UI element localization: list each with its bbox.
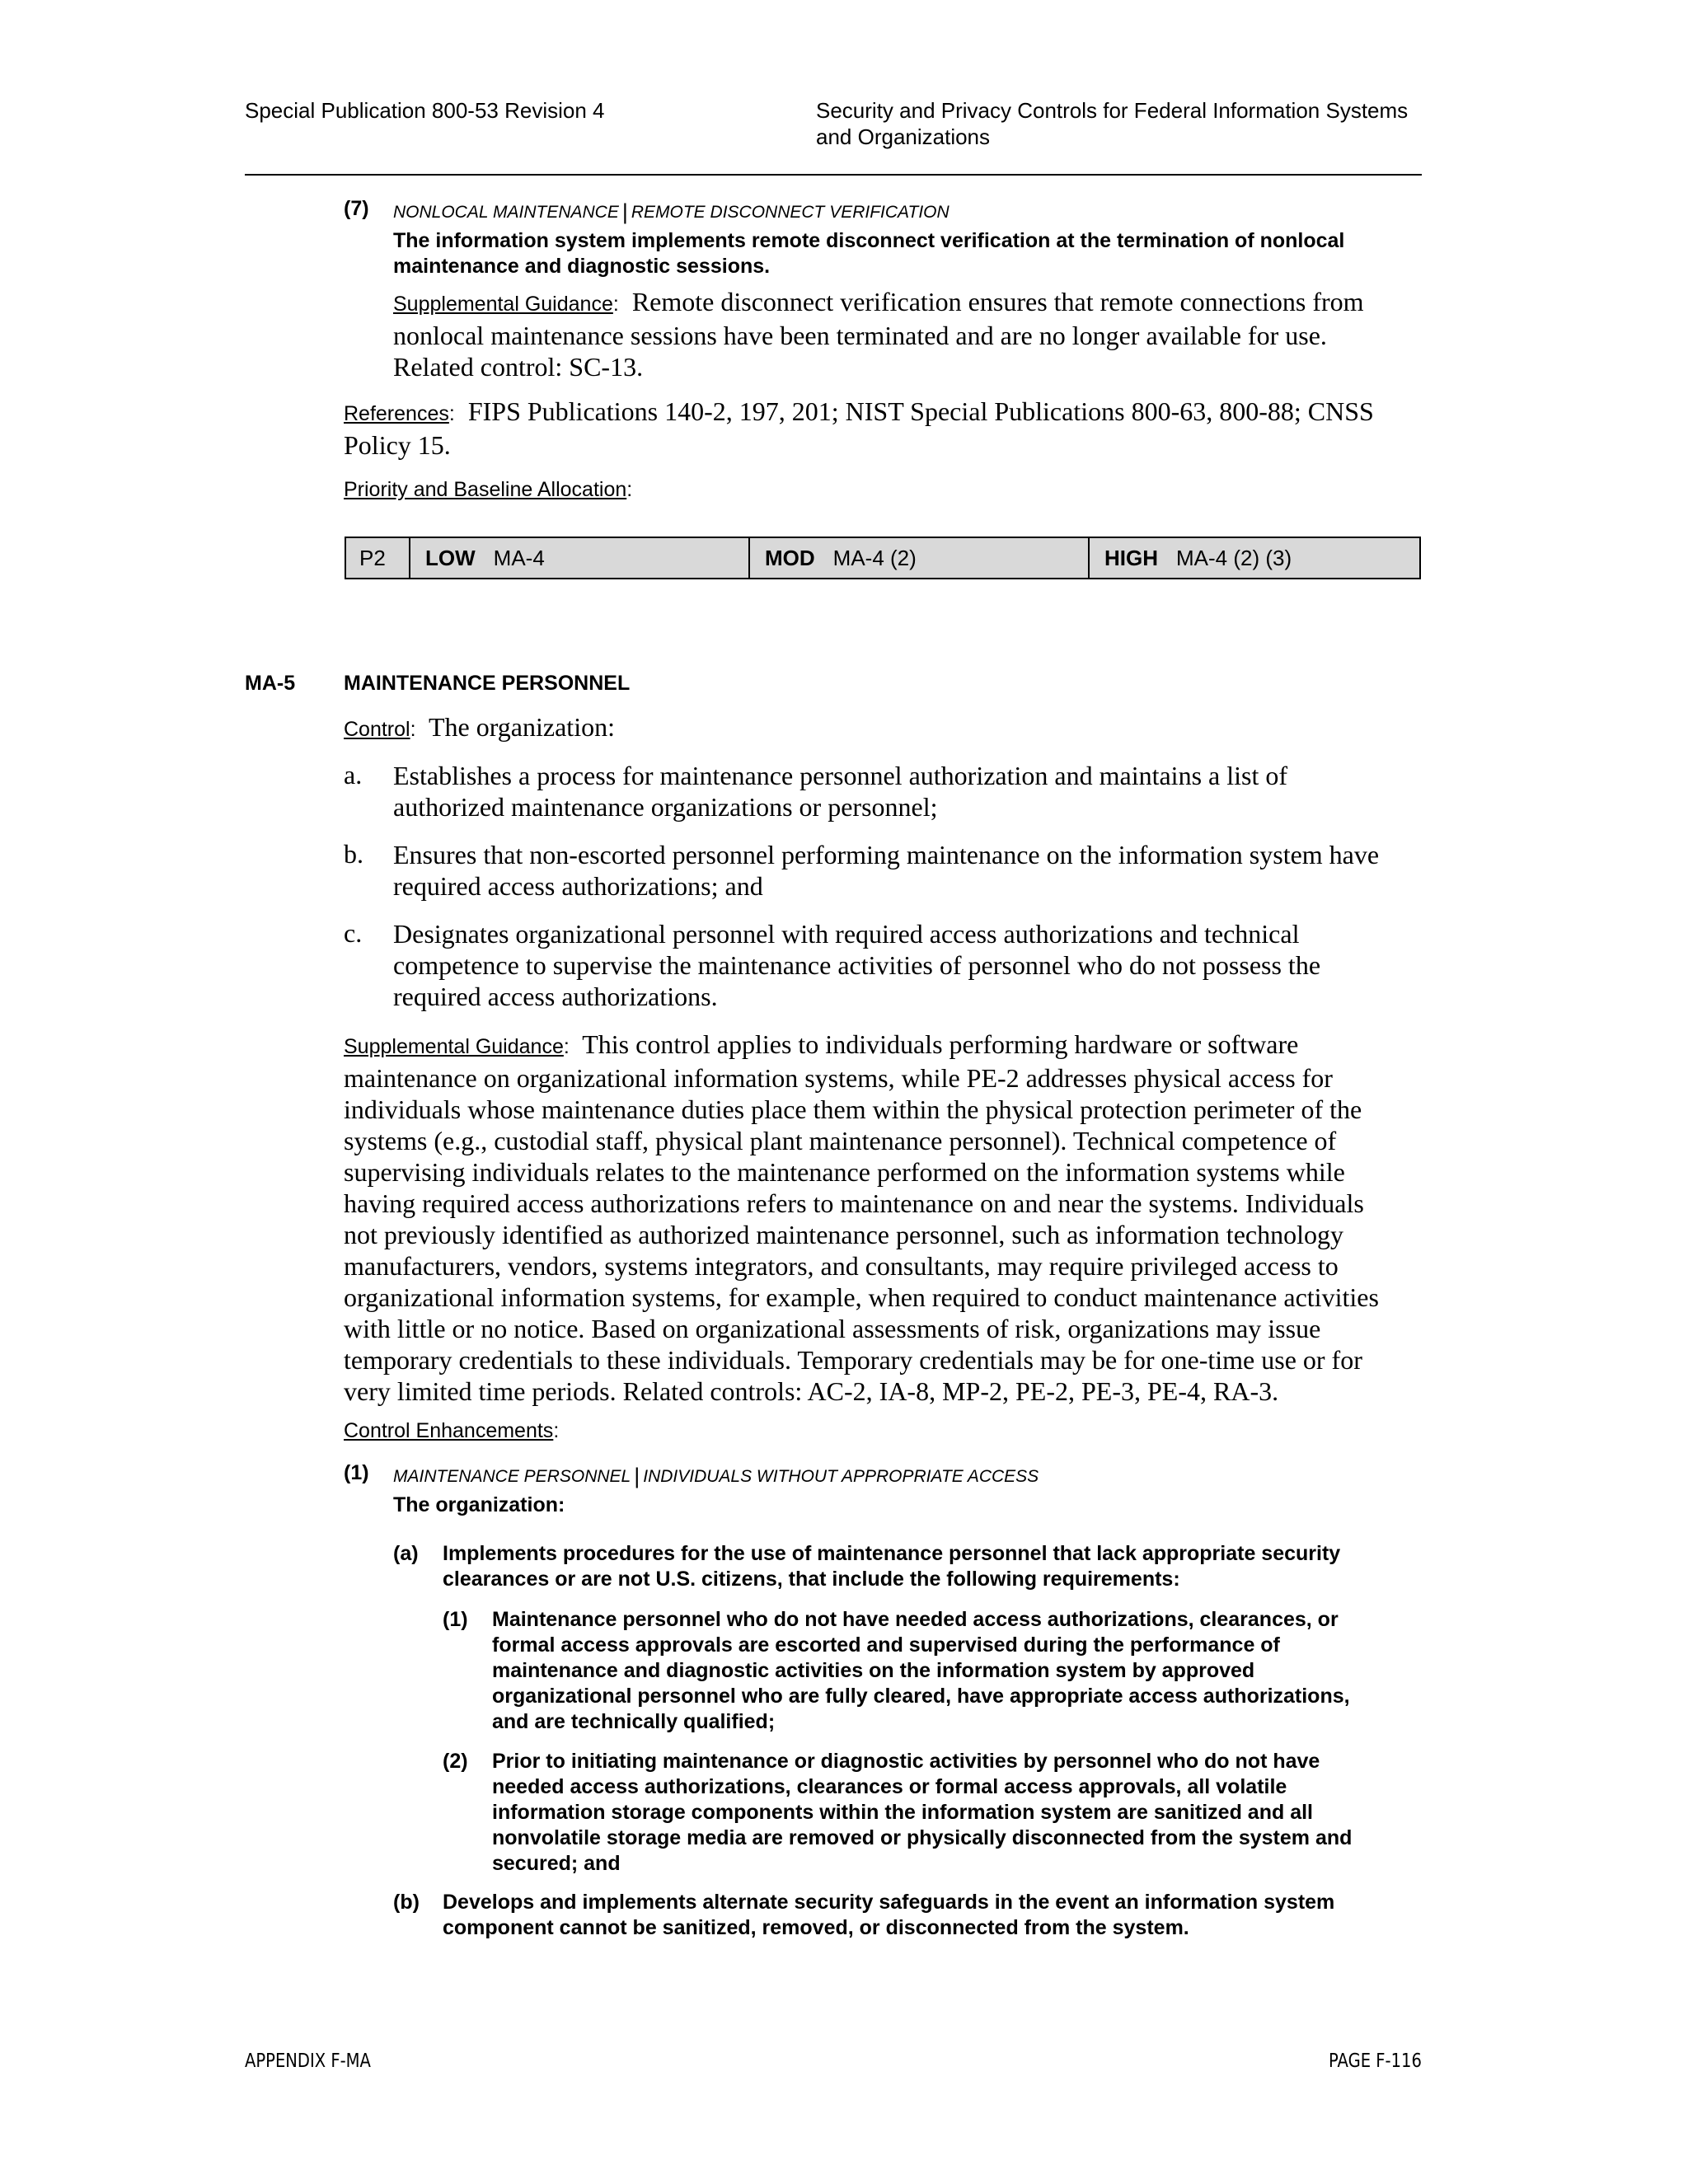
enh7-statement-line1: The information system implements remote disconnect verification at the termination of nonlocal	[393, 229, 1345, 252]
baseline-mod-label: MOD	[765, 545, 815, 570]
enh1-sub1-line2: formal access approvals are escorted and supervised during the performance of	[492, 1633, 1280, 1657]
control-item-c	[393, 918, 1320, 1012]
ma5-guidance-label: Supplemental Guidance	[344, 1035, 564, 1058]
enh1-b-marker: (b)	[393, 1891, 420, 1914]
enh7-guidance-line1	[393, 286, 1364, 320]
enh1-a	[443, 1541, 1340, 1592]
references-colon: :	[448, 402, 455, 425]
references-line2: Policy 15.	[344, 430, 451, 460]
ma5-guidance	[344, 1029, 1379, 1407]
baseline-priority-value: P2	[359, 545, 386, 570]
enh7-title	[393, 199, 950, 225]
ma5-guidance-colon: :	[563, 1035, 570, 1058]
ma5-guidance-line0	[344, 1029, 1379, 1062]
enh1-sub1-line3: maintenance and diagnostic activities on the information system by approved	[492, 1659, 1255, 1682]
enh1-number: (1)	[344, 1461, 369, 1484]
header-right-line1: Security and Privacy Controls for Federal Information Systems	[816, 98, 1409, 123]
control-item-a-line1: Establishes a process for maintenance personnel authorization and maintains a list of	[393, 761, 1287, 790]
footer-page-number: PAGE F-116	[1329, 2050, 1422, 2072]
ma5-guidance-line10: temporary credentials to these individuals. Temporary credentials may be for one-time use or for	[344, 1345, 1362, 1375]
baseline-mod	[748, 538, 1088, 578]
enh1-b-line1: Develops and implements alternate security safeguards in the event an information system	[443, 1891, 1335, 1914]
baseline-table	[345, 537, 1421, 579]
enh7-number: (7)	[344, 197, 369, 220]
priority-label: Priority and Baseline Allocation	[344, 478, 627, 501]
control-label: Control	[344, 718, 410, 741]
enhancements-colon: :	[553, 1419, 560, 1442]
enh1-b-line2: component cannot be sanitized, removed, or disconnected from the system.	[443, 1916, 1189, 1939]
enh7-title-b: REMOTE DISCONNECT VERIFICATION	[631, 203, 950, 222]
enh1-sub1-line1: Maintenance personnel who do not have needed access authorizations, clearances, or	[492, 1608, 1339, 1631]
enhancements-label: Control Enhancements	[344, 1419, 554, 1442]
baseline-low-label: LOW	[425, 545, 476, 570]
control-item-a-line2: authorized maintenance organizations or personnel;	[393, 792, 938, 822]
enhancements-heading	[344, 1419, 559, 1443]
enh7-guidance-label: Supplemental Guidance	[393, 293, 613, 316]
enh1-a-line1: Implements procedures for the use of maintenance personnel that lack appropriate security	[443, 1542, 1341, 1565]
control-item-c-line1: Designates organizational personnel with required access authorizations and technical	[393, 919, 1300, 949]
enh7-guidance-text1: Remote disconnect verification ensures that remote connections from	[631, 287, 1364, 316]
baseline-high-value: MA-4 (2) (3)	[1176, 545, 1292, 570]
enh7-statement-line2: maintenance and diagnostic sessions.	[393, 255, 771, 278]
ma5-guidance-line3: systems (e.g., custodial staff, physical plant maintenance personnel). Technical competence of	[344, 1126, 1337, 1155]
baseline-priority	[346, 538, 409, 578]
baseline-mod-value: MA-4 (2)	[832, 545, 917, 570]
enh7-guidance-line3: Related control: SC-13.	[393, 352, 644, 382]
section-title: MAINTENANCE PERSONNEL	[344, 672, 631, 695]
enh1-intro: The organization:	[393, 1493, 565, 1516]
control-item-b	[393, 839, 1379, 902]
control-colon: :	[410, 718, 416, 741]
control-item-a-letter: a.	[344, 760, 363, 790]
enh1-title-a: MAINTENANCE PERSONNEL	[393, 1467, 631, 1486]
baseline-high-label: HIGH	[1104, 545, 1158, 570]
ma5-guidance-line6: not previously identified as authorized maintenance personnel, such as information technology	[344, 1220, 1343, 1249]
footer-appendix: APPENDIX F-MA	[245, 2050, 371, 2072]
references-text1: FIPS Publications 140-2, 197, 201; NIST Special Publications 800-63, 800-88; CNSS	[467, 396, 1374, 426]
enh1-a-marker: (a)	[393, 1542, 419, 1565]
baseline-high	[1088, 538, 1419, 578]
enh1-separator: |	[634, 1464, 640, 1488]
enh1-sub2-line5: secured; and	[492, 1852, 621, 1875]
enh1-sub2-line1: Prior to initiating maintenance or diagnostic activities by personnel who do not have	[492, 1750, 1320, 1773]
enh7-statement	[393, 228, 1344, 279]
enh7-separator: |	[621, 199, 628, 224]
header-left: Special Publication 800-53 Revision 4	[245, 98, 605, 123]
control-item-b-line1: Ensures that non-escorted personnel performing maintenance on the information system have	[393, 840, 1380, 869]
control-item-b-letter: b.	[344, 839, 363, 869]
control-item-a	[393, 760, 1287, 823]
enh1-sub2-marker: (2)	[443, 1750, 468, 1773]
control-item-c-line2: competence to supervise the maintenance activities of personnel who do not possess the	[393, 950, 1321, 980]
references-label: References	[344, 402, 449, 425]
references	[344, 396, 1374, 461]
control-intro	[344, 711, 615, 745]
enh1-sub1-line5: and are technically qualified;	[492, 1710, 776, 1733]
ma5-guidance-line1: maintenance on organizational information systems, while PE-2 addresses physical access for	[344, 1063, 1333, 1093]
enh1-sub1-line4: organizational personnel who are fully cleared, have appropriate access authorizations,	[492, 1685, 1350, 1708]
ma5-guidance-line11: very limited time periods. Related controls: AC-2, IA-8, MP-2, PE-2, PE-3, PE-4, RA-3.	[344, 1376, 1279, 1406]
enh1-b	[443, 1890, 1334, 1941]
enh1-sub2-line4: nonvolatile storage media are removed or physically disconnected from the system and	[492, 1826, 1353, 1849]
enh7-guidance-line2: nonlocal maintenance sessions have been terminated and are no longer available for use.	[393, 321, 1327, 350]
section-id: MA-5	[245, 672, 296, 695]
ma5-guidance-line7: manufacturers, vendors, systems integrators, and consultants, may require privileged access to	[344, 1251, 1339, 1281]
enh7-guidance	[393, 286, 1364, 382]
enh1-sub1-marker: (1)	[443, 1608, 468, 1631]
enh1-title-b: INDIVIDUALS WITHOUT APPROPRIATE ACCESS	[643, 1467, 1039, 1486]
control-intro-text: The organization:	[428, 712, 615, 742]
ma5-guidance-line4: supervising individuals relates to the maintenance performed on the information systems while	[344, 1157, 1345, 1187]
priority-colon: :	[626, 478, 633, 501]
priority-heading	[344, 478, 632, 502]
ma5-guidance-line9: with little or no notice. Based on organizational assessments of risk, organizations may issue	[344, 1314, 1321, 1343]
references-line1	[344, 396, 1374, 429]
enh1-sub2-line3: information storage components within the information system are sanitized and all	[492, 1801, 1313, 1824]
enh7-guidance-colon: :	[612, 293, 619, 316]
ma5-guidance-line5: having required access authorizations refers to maintenance on and near the systems. Individuals	[344, 1188, 1364, 1218]
ma5-guidance-text0: This control applies to individuals performing hardware or software	[582, 1029, 1299, 1059]
enh1-sub1	[492, 1607, 1350, 1735]
control-item-b-line2: required access authorizations; and	[393, 871, 763, 901]
enh1-sub2	[492, 1749, 1352, 1877]
baseline-low	[409, 538, 748, 578]
ma5-guidance-line8: organizational information systems, for example, when required to conduct maintenance activities	[344, 1282, 1379, 1312]
header-right-line2: and Organizations	[816, 124, 991, 149]
header-right	[816, 97, 1408, 150]
control-item-c-line3: required access authorizations.	[393, 982, 718, 1011]
ma5-guidance-line2: individuals whose maintenance duties place them within the physical protection perimeter of the	[344, 1094, 1362, 1124]
enh1-title	[393, 1464, 1039, 1489]
enh1-sub2-line2: needed access authorizations, clearances or formal access approvals, all volatile	[492, 1775, 1287, 1798]
header-rule	[245, 174, 1422, 176]
enh1-a-line2: clearances or are not U.S. citizens, that include the following requirements:	[443, 1568, 1180, 1591]
control-item-c-letter: c.	[344, 918, 363, 948]
baseline-low-value: MA-4	[493, 545, 545, 570]
enh7-title-a: NONLOCAL MAINTENANCE	[393, 203, 619, 222]
